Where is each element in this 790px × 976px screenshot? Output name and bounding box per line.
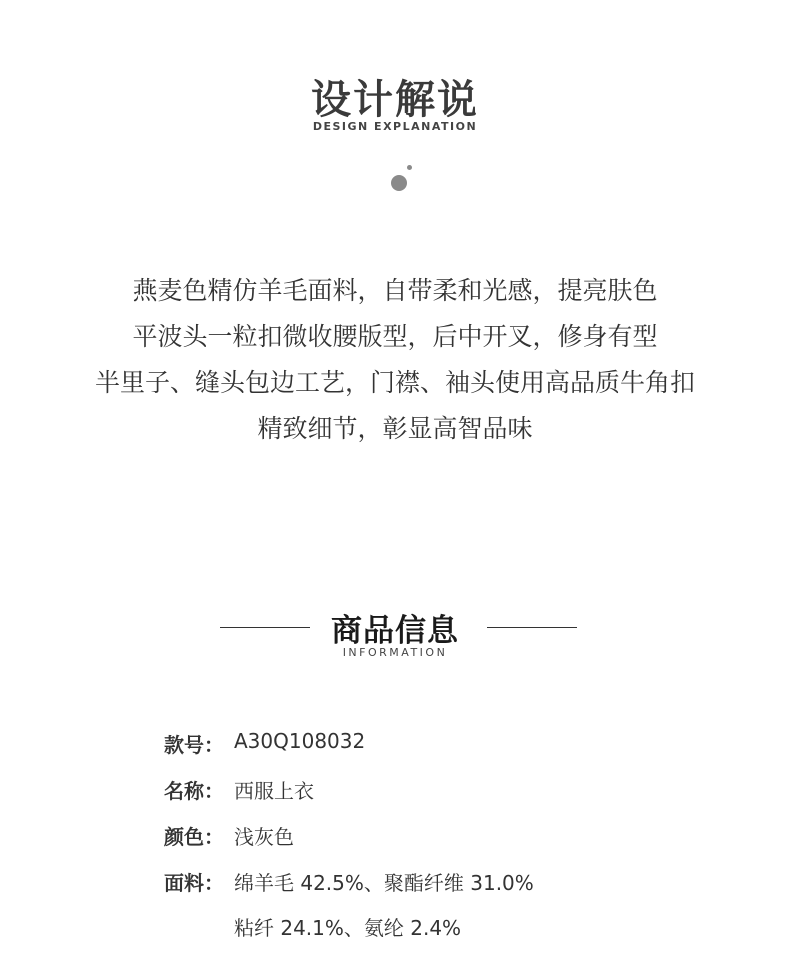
spec-label: 面料： [164, 871, 224, 895]
spec-value: 粘纤 24.1%、氨纶 2.4% [234, 916, 462, 940]
design-subtitle: DESIGN EXPLANATION [312, 120, 478, 133]
description-line: 精致细节，彰显高智品味 [257, 414, 533, 443]
design-title: 设计解说 [311, 77, 479, 123]
decorative-dot-icon [391, 175, 407, 191]
description-line: 燕麦色精仿羊毛面料，自带柔和光感，提亮肤色 [132, 276, 658, 305]
spec-label: 颜色： [164, 825, 224, 849]
spec-label: 款号： [164, 733, 224, 757]
spec-value: 绵羊毛 42.5%、聚酯纤维 31.0% [234, 871, 534, 895]
decorative-small-dot-icon [407, 165, 412, 170]
spec-value: 西服上衣 [234, 779, 314, 803]
description-line: 平波头一粒扣微收腰版型，后中开叉，修身有型 [132, 322, 658, 351]
description-line: 半里子、缝头包边工艺，门襟、袖头使用高品质牛角扣 [94, 368, 695, 397]
spec-label: 名称： [164, 779, 224, 803]
design-description [0, 268, 790, 452]
spec-value: 浅灰色 [234, 825, 294, 849]
info-title: 商品信息 [331, 613, 459, 649]
spec-value: A30Q108032 [234, 729, 366, 753]
info-subtitle: INFORMATION [342, 646, 448, 659]
